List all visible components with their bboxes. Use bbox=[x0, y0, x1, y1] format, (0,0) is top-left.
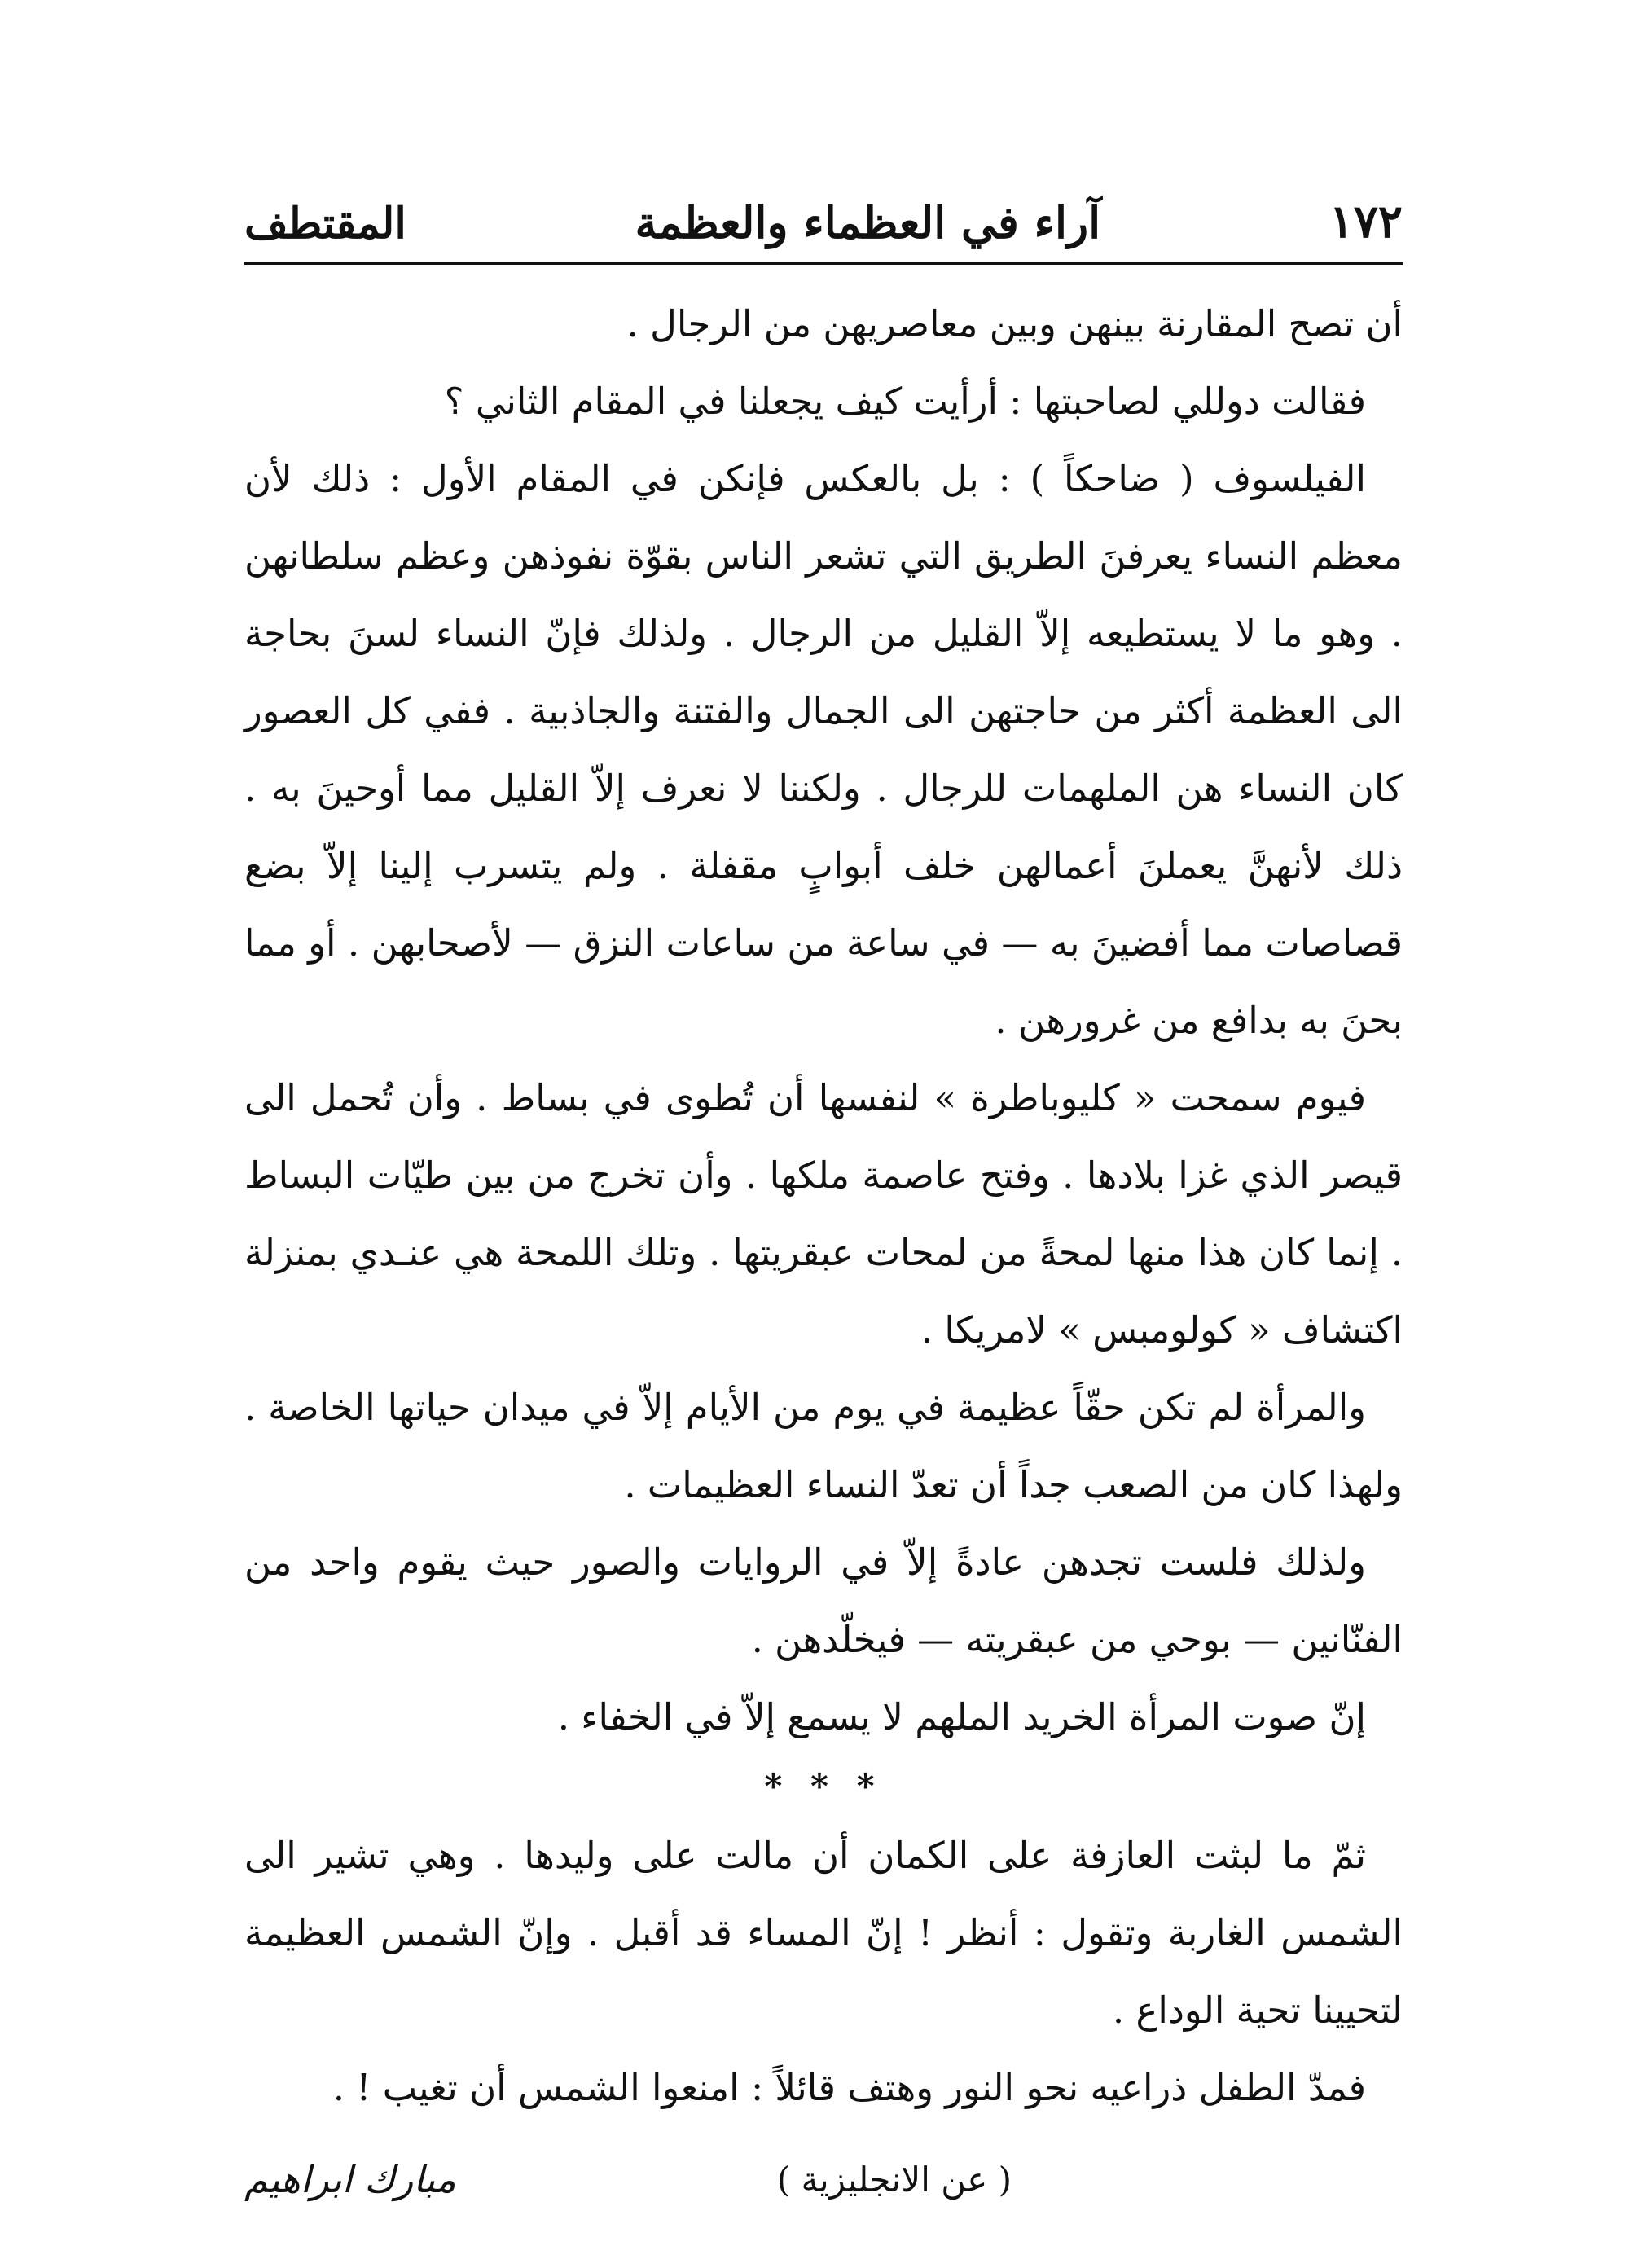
paragraph: ثمّ ما لبثت العازفة على الكمان أن مالت على وليدها . وهي تشير الى الشمس الغاربة وتقول : أنظر ! إنّ المساء قد أقبل . وإنّ الشمس العظيمة لتحيينا تحية الوداع . bbox=[244, 1834, 1403, 2032]
paragraph: فقالت دوللي لصاحبتها : أرأيت كيف يجعلنا في المقام الثاني ؟ bbox=[444, 380, 1366, 423]
section-separator: * * * bbox=[764, 1766, 883, 1806]
header-rule bbox=[244, 262, 1403, 265]
source-note: ( عن الانجليزية ) bbox=[776, 2159, 1012, 2200]
author-signature: مبارك ابراهيم bbox=[244, 2157, 456, 2201]
article-title: آراء في العظماء والعظمة bbox=[635, 196, 1101, 248]
running-header bbox=[244, 159, 1403, 248]
article-body bbox=[244, 285, 1403, 2126]
paragraph: فيوم سمحت « كليوباطرة » لنفسها أن تُطوى في بساط . وأن تُحمل الى قيصر الذي غزا بلادها . وفتح عاصمة ملكها . وأن تخرج من بين طيّات البساط . إنما كان هذا منها لمحةً من لمحات عبقريتها . وتلك اللمحة هي عنـدي بمنزلة اكتشاف « كولومبس » لامريكا . bbox=[244, 1076, 1403, 1352]
page-number: ١٧٢ bbox=[1329, 195, 1403, 248]
paragraph: إنّ صوت المرأة الخريد الملهم لا يسمع إلاّ في الخفاء . bbox=[557, 1695, 1366, 1738]
article-footer bbox=[244, 2151, 1403, 2208]
journal-name: المقتطف bbox=[244, 199, 406, 248]
paragraph: الفيلسوف ( ضاحكاً ) : بل بالعكس فإنكن في المقام الأول : ذلك لأن معظم النساء يعرفنَ الطريق التي تشعر الناس بقوّة نفوذهن وعظم سلطانهن . وهو ما لا يستطيعه إلاّ القليل من الرجال . ولذلك فإنّ النساء لسنَ بحاجة الى العظمة أكثر من حاجتهن الى الجمال والفتنة والجاذبية . ففي كل العصور كان النساء هن الملهمات للرجال . ولكننا لا نعرف إلاّ القليل مما أوحينَ به . ذلك لأنهنَّ يعملنَ أعمالهن خلف أبوابٍ مقفلة . ولم يتسرب إلينا إلاّ بضع قصاصات مما أفضينَ به — في ساعة من ساعات النزق — لأصحابهن . أو مما بحنَ به بدافع من غرورهن . bbox=[244, 457, 1403, 1042]
paragraph: ولذلك فلست تجدهن عادةً إلاّ في الروايات والصور حيث يقوم واحد من الفنّانين — بوحي من عبقريته — فيخلّدهن . bbox=[244, 1541, 1403, 1661]
paragraph: والمرأة لم تكن حقّاً عظيمة في يوم من الأيام إلاّ في ميدان حياتها الخاصة . ولهذا كان من الصعب جداً أن تعدّ النساء العظيمات . bbox=[244, 1386, 1403, 1506]
paragraph: أن تصح المقارنة بينهن وبين معاصريهن من الرجال . bbox=[626, 302, 1403, 345]
paragraph: فمدّ الطفل ذراعيه نحو النور وهتف قائلاً : امنعوا الشمس أن تغيب ! . bbox=[332, 2066, 1366, 2109]
